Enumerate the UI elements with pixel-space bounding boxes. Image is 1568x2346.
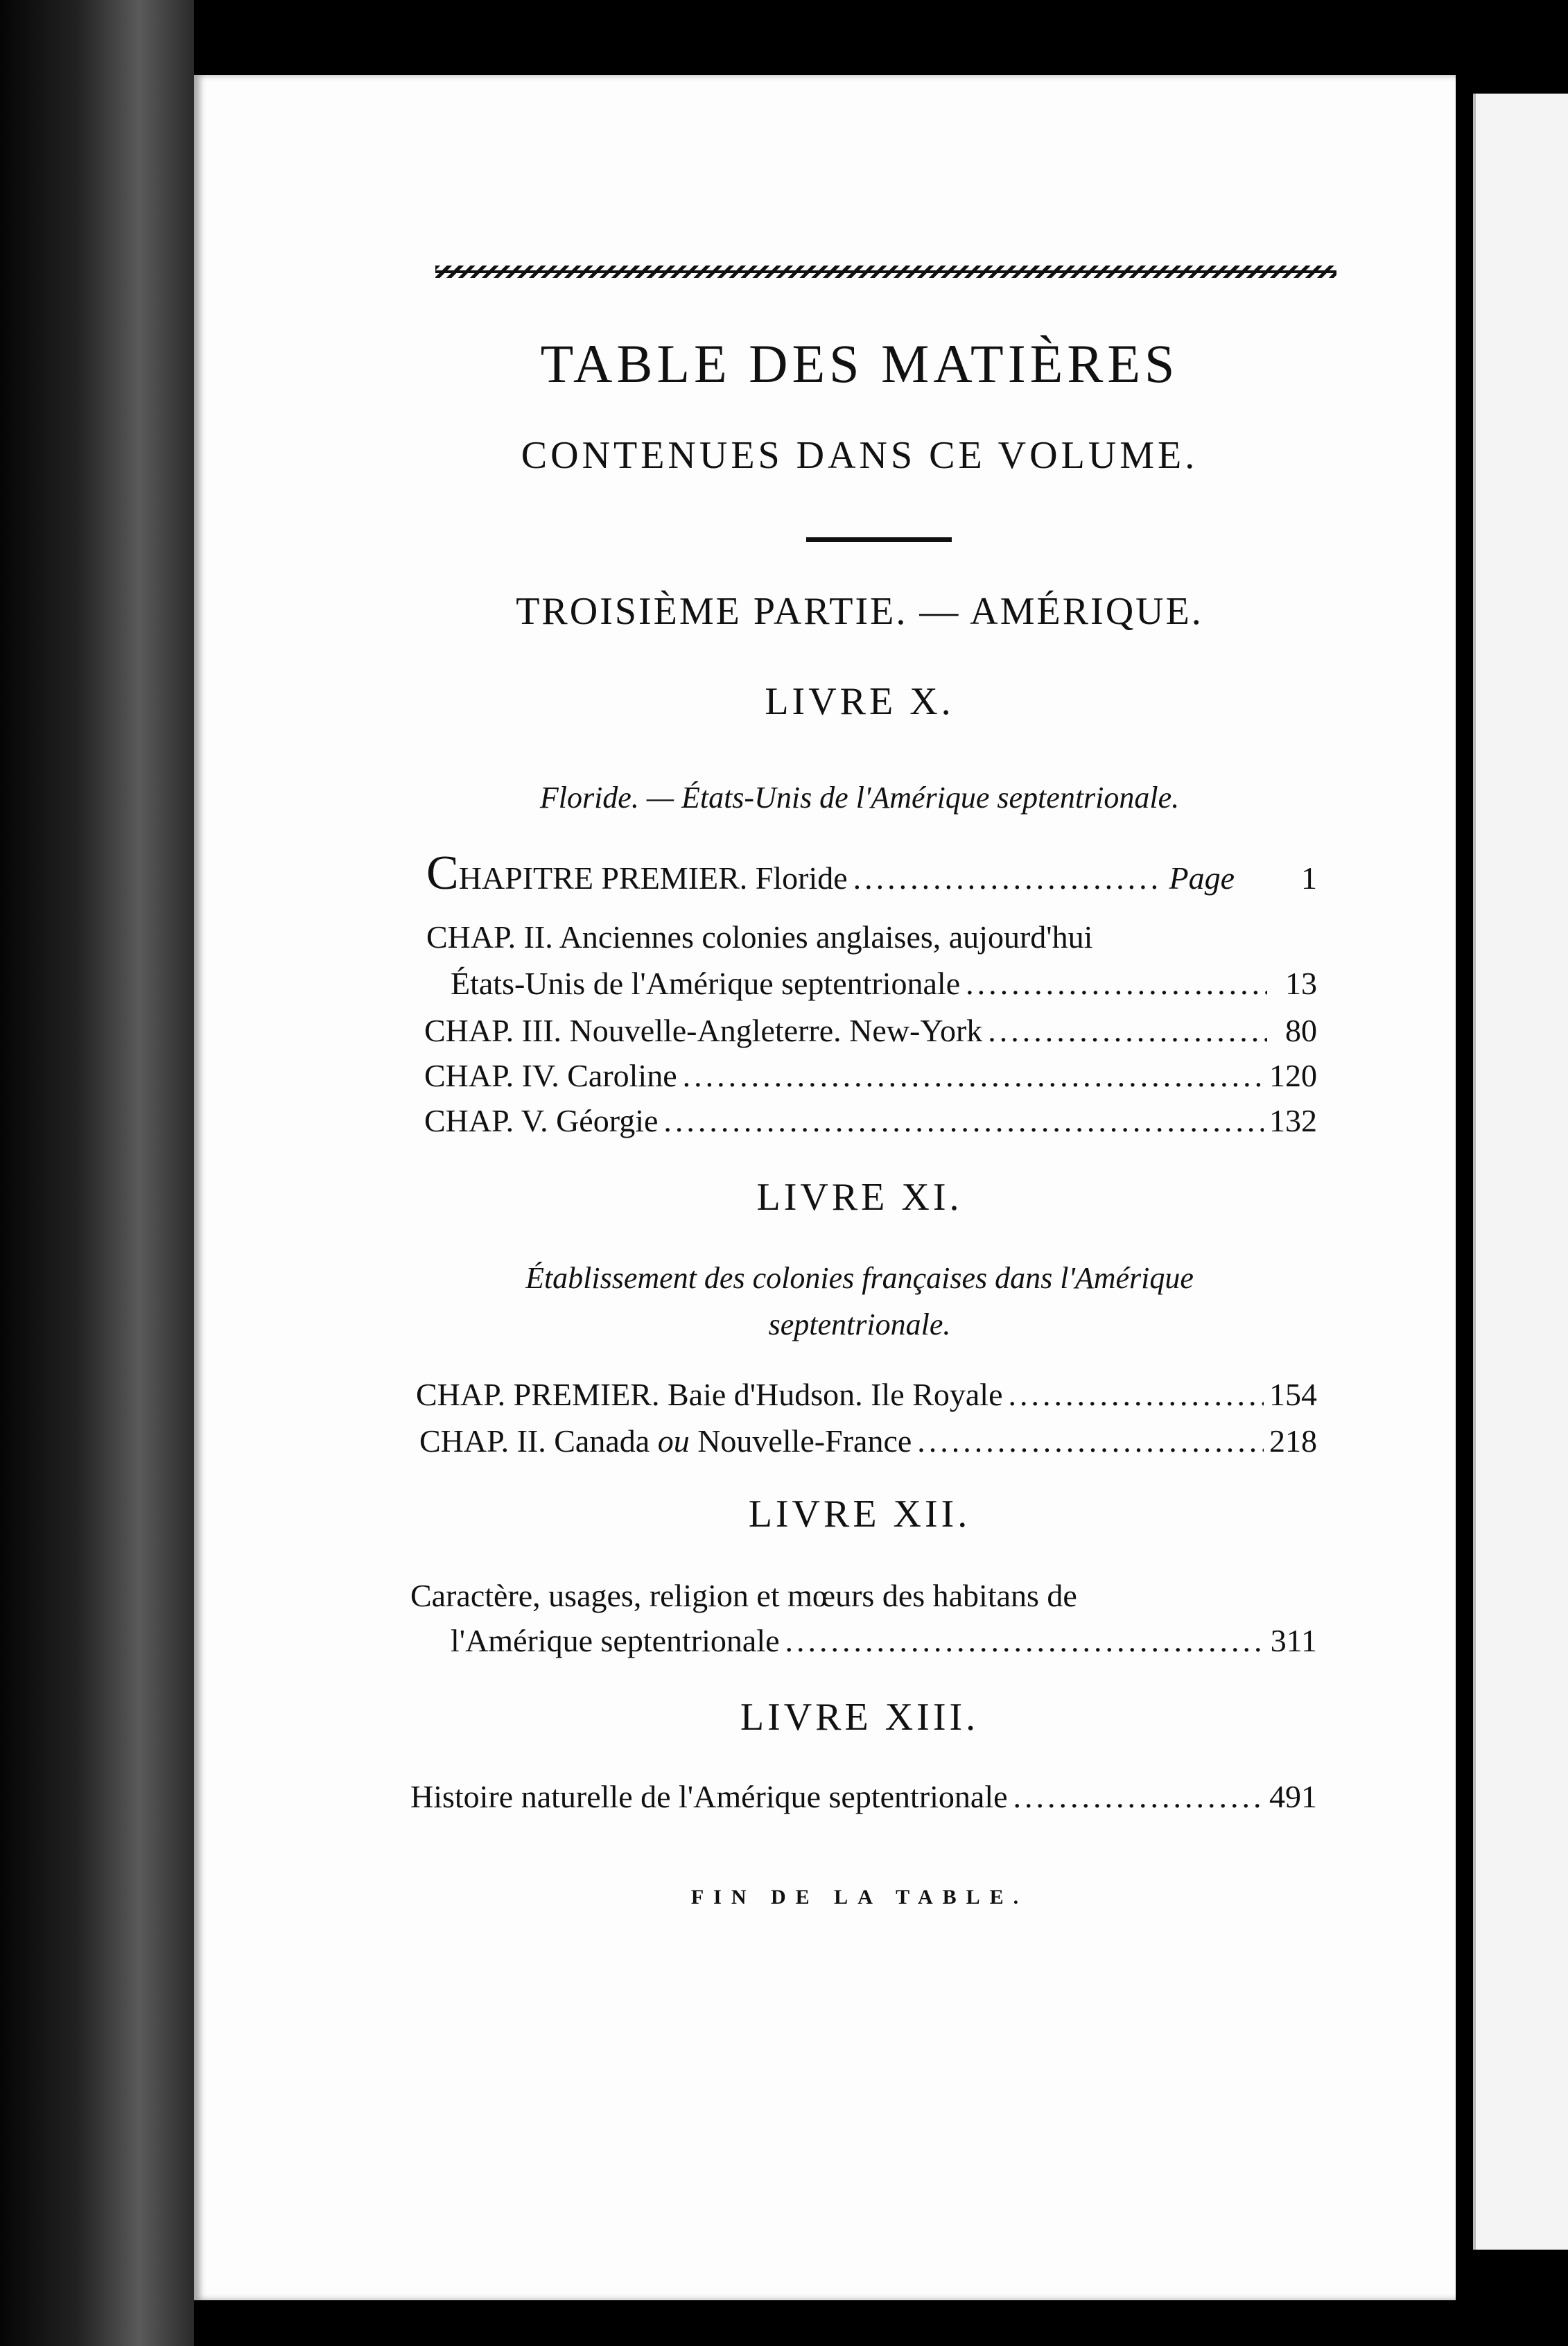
page-word: Page [1169, 860, 1235, 896]
end-of-table-note: FIN DE LA TABLE. [690, 1886, 1029, 1909]
dot-leader [785, 1622, 1265, 1659]
toc-entry-label: l'Amérique septentrionale [451, 1623, 780, 1658]
toc-entry[interactable] [419, 1423, 1317, 1459]
page-title: TABLE DES MATIÈRES [540, 333, 1179, 394]
toc-entry[interactable] [451, 965, 1317, 1002]
part-heading: TROISIÈME PARTIE. — AMÉRIQUE. [516, 590, 1203, 633]
livre-x-heading: LIVRE X. [765, 680, 955, 723]
livre-xii-heading: LIVRE XII. [748, 1493, 971, 1536]
livre-xi-summary-line2: septentrionale. [768, 1307, 951, 1341]
page-number: 311 [1270, 1623, 1317, 1658]
toc-entry-label: CHAP. V. Géorgie [424, 1103, 659, 1138]
drop-cap-letter: C [426, 846, 459, 900]
toc-entry-label: CHAP. IV. Caroline [424, 1058, 677, 1093]
toc-entry[interactable] [416, 1376, 1317, 1413]
dot-leader [683, 1057, 1264, 1094]
dot-leader [1013, 1778, 1264, 1815]
toc-entry-label: CHAP. PREMIER. Baie d'Hudson. Ile Royale [416, 1377, 1003, 1412]
page-number: 120 [1269, 1058, 1317, 1093]
toc-entry-label: CHAPITRE PREMIER. Floride [426, 846, 848, 900]
page-number: 218 [1269, 1423, 1317, 1459]
toc-entry[interactable] [424, 1102, 1317, 1139]
livre-xi-heading: LIVRE XI. [756, 1176, 963, 1219]
dot-leader [663, 1102, 1264, 1139]
page-number: 13 [1285, 966, 1317, 1001]
livre-xi-summary-line1: Établissement des colonies françaises dans l'Amérique [525, 1261, 1194, 1295]
toc-entry[interactable] [451, 1622, 1317, 1659]
decorative-rule [435, 266, 1336, 278]
toc-entry[interactable] [424, 1012, 1317, 1049]
toc-entry[interactable] [424, 1057, 1317, 1094]
toc-entry[interactable] [426, 846, 1317, 901]
livre-xiii-heading: LIVRE XIII. [740, 1696, 979, 1739]
dot-leader [988, 1012, 1267, 1049]
page-number: 132 [1269, 1103, 1317, 1138]
book-gutter-edge [0, 0, 194, 2346]
page-number: 80 [1285, 1013, 1317, 1048]
toc-entry-label: CHAP. III. Nouvelle-Angleterre. New-York [424, 1013, 983, 1048]
page-subtitle: CONTENUES DANS CE VOLUME. [521, 434, 1199, 477]
facing-page-edge [1473, 94, 1568, 2250]
toc-entry-label: Histoire naturelle de l'Amérique septentrionale [410, 1779, 1008, 1814]
dot-leader [853, 860, 1164, 896]
livre-x-summary: Floride. — États-Unis de l'Amérique septentrionale. [539, 781, 1180, 815]
dot-leader [1009, 1376, 1264, 1413]
dot-leader [917, 1423, 1264, 1459]
dot-leader [966, 965, 1267, 1002]
toc-entry-label: États-Unis de l'Amérique septentrionale [451, 966, 961, 1001]
page-number: 491 [1269, 1779, 1317, 1814]
toc-entry-label[interactable]: CHAP. II. Anciennes colonies anglaises, aujourd'hui [426, 919, 1093, 955]
toc-entry[interactable] [410, 1778, 1317, 1815]
page-number: 1 [1301, 860, 1317, 896]
separator-rule [806, 537, 952, 542]
page-number: 154 [1269, 1377, 1317, 1412]
toc-entry-label: CHAP. II. Canada ou Nouvelle-France [419, 1423, 912, 1459]
toc-entry-label[interactable]: Caractère, usages, religion et mœurs des habitans de [410, 1578, 1077, 1613]
